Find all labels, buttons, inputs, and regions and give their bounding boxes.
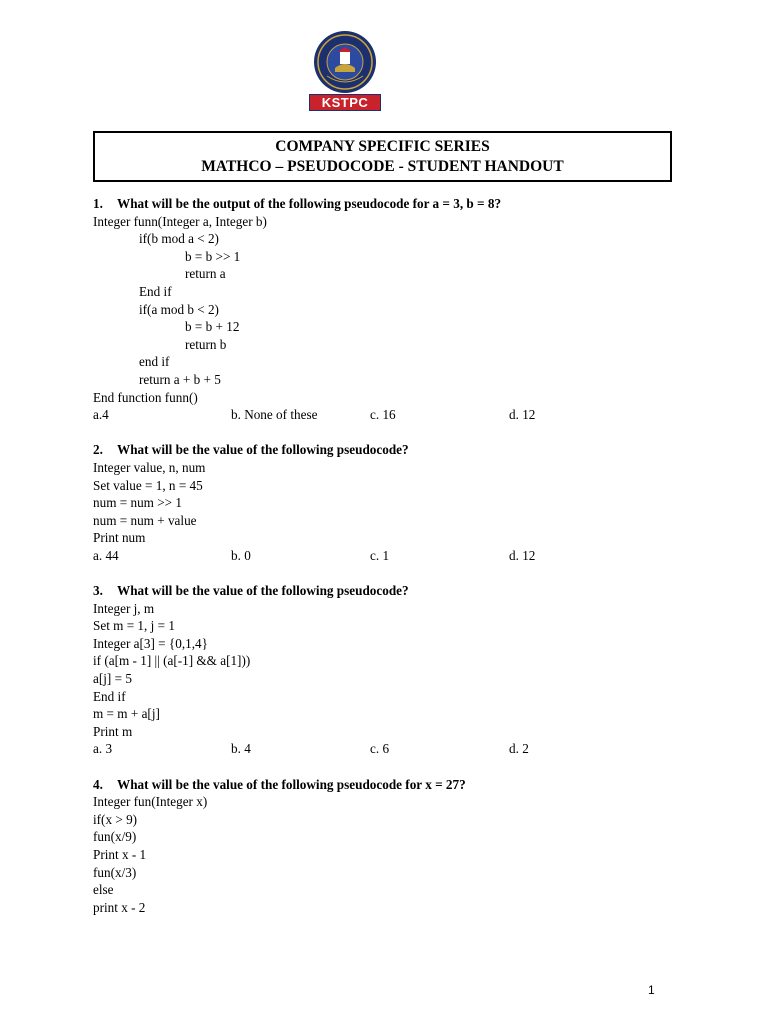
code-line: num = num + value (93, 512, 197, 528)
code-line: m = m + a[j] (93, 706, 160, 722)
question-text: What will be the value of the following pseudocode? (117, 583, 409, 599)
question-number: 1. (93, 196, 103, 211)
question-heading (93, 582, 693, 600)
code-line: Integer fun(Integer x) (93, 794, 208, 810)
code-line: if(a mod b < 2) (139, 301, 219, 317)
code-line: b = b + 12 (185, 319, 240, 335)
code-line: Set value = 1, n = 45 (93, 477, 203, 493)
question-heading (93, 441, 693, 459)
question-spacer (93, 758, 693, 776)
questions-list (93, 195, 693, 916)
answer-option: b. 4 (231, 741, 251, 757)
code-line: Integer a[3] = {0,1,4} (93, 635, 208, 651)
code-line: fun(x/9) (93, 829, 137, 845)
question-block (93, 582, 693, 758)
answer-option: b. 0 (231, 547, 251, 563)
code-line: Integer j, m (93, 600, 155, 616)
code-line: b = b >> 1 (185, 248, 241, 264)
question-spacer (93, 564, 693, 582)
question-spacer (93, 424, 693, 442)
question-block (93, 195, 693, 424)
question-text: What will be the value of the following pseudocode? (117, 442, 409, 458)
question-number: 3. (93, 583, 103, 599)
code-line: fun(x/3) (93, 864, 137, 880)
code-line: Integer funn(Integer a, Integer b) (93, 213, 267, 229)
answer-option: d. 12 (509, 547, 536, 563)
code-line: Set m = 1, j = 1 (93, 618, 175, 634)
answer-option: d. 2 (509, 741, 529, 757)
handout-title: MATHCO – PSEUDOCODE - STUDENT HANDOUT (201, 158, 564, 175)
code-line: else (93, 882, 114, 898)
code-line: a[j] = 5 (93, 671, 132, 687)
question-text: What will be the value of the following pseudocode for x = 27? (117, 776, 466, 792)
answer-option: a. 3 (93, 741, 113, 757)
question-number: 2. (93, 442, 103, 458)
question-heading (93, 776, 693, 794)
seal-emblem-icon (313, 30, 377, 94)
code-line: Print m (93, 723, 133, 739)
code-line: End if (139, 283, 172, 299)
answer-option: c. 6 (370, 741, 390, 757)
answer-options (93, 740, 693, 758)
code-line: return a (185, 266, 226, 282)
code-line: End function funn() (93, 389, 198, 405)
code-line: if(x > 9) (93, 811, 138, 827)
answer-option: a. 44 (93, 547, 119, 563)
answer-options (93, 547, 693, 565)
logo-badge: KSTPC (309, 94, 381, 111)
code-line: End if (93, 688, 126, 704)
page-number: 1 (648, 983, 655, 997)
code-line: return b (185, 336, 227, 352)
code-line: Print x - 1 (93, 846, 147, 862)
code-line: Integer value, n, num (93, 459, 206, 475)
answer-option: b. None of these (231, 407, 318, 423)
code-line: return a + b + 5 (139, 371, 221, 387)
code-line: end if (139, 354, 170, 370)
institution-logo (309, 30, 381, 112)
series-title: COMPANY SPECIFIC SERIES (275, 138, 490, 155)
answer-option: d. 12 (509, 407, 536, 423)
code-line: if (a[m - 1] || (a[-1] && a[1])) (93, 653, 251, 669)
answer-option: c. 16 (370, 407, 396, 423)
question-text: What will be the output of the following pseudocode for a = 3, b = 8? (117, 196, 502, 211)
answer-option: a.4 (93, 407, 109, 423)
code-line: print x - 2 (93, 899, 146, 915)
answer-option: c. 1 (370, 547, 390, 563)
question-heading (93, 195, 693, 213)
code-line: Print num (93, 530, 146, 546)
handout-title-box (93, 131, 672, 182)
question-block (93, 776, 693, 917)
code-line: if(b mod a < 2) (139, 231, 219, 247)
question-block (93, 441, 693, 564)
answer-options (93, 406, 693, 424)
question-number: 4. (93, 776, 103, 792)
code-line: num = num >> 1 (93, 495, 182, 511)
